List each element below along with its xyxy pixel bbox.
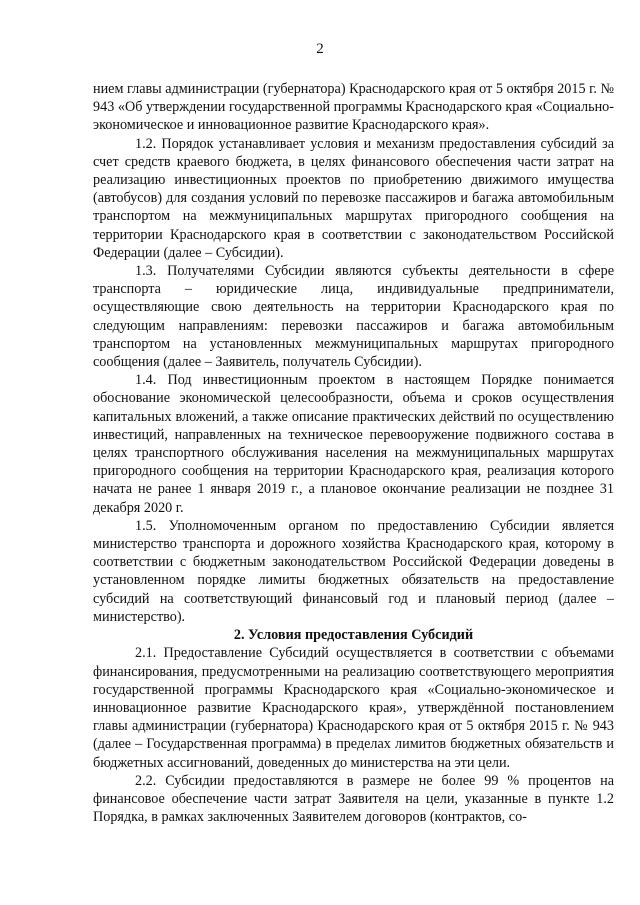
paragraph-continuation: нием главы администрации (губернатора) Краснодарского края от 5 октября 2015 г. № 943 «Об утверждении государственной программы Краснодарского края «Социально-экономическое и инновационное развитие Краснодарского края». bbox=[93, 81, 614, 134]
paragraph-2-2: 2.2. Субсидии предоставляются в размере не более 99 % процентов на финансовое обеспечение части затрат Заявителя на цели, указанные в пункте 1.2 Порядка, в рамках заключенных Заявителем договоров (контрактов, со- bbox=[93, 772, 614, 826]
document-body bbox=[93, 80, 614, 826]
paragraph-1-5: 1.5. Уполномоченным органом по предоставлению Субсидии является министерство транспорта и дорожного хозяйства Краснодарского края, которому в соответствии с бюджетным законодательством Российской Федерации доведены в установленном порядке лимиты бюджетных обязательств на предоставление субсидий на соответствующий финансовый год и плановый период (далее – министерство). bbox=[93, 517, 614, 625]
paragraph-1-2: 1.2. Порядок устанавливает условия и механизм предоставления субсидий за счет средств краевого бюджета, в целях финансового обеспечения части затрат на реализацию инвестиционных проектов по приобретению движимого имущества (автобусов) для создания условий по перевозке пассажиров и багажа автомобильным транспортом на межмуниципальных маршрутах пригородного сообщения на территории Краснодарского края в соответствии с законодательством Российской Федерации (далее – Субсидии). bbox=[93, 135, 614, 261]
paragraph-1-3: 1.3. Получателями Субсидии являются субъекты деятельности в сфере транспорта – юридические лица, индивидуальные предприниматели, осуществляющие свою деятельность на территории Краснодарского края по следующим направлениям: перевозки пассажиров и багажа автомобильным транспортом на установленных межмуниципальных маршрутах пригородного сообщения (далее – Заявитель, получатель Субсидии). bbox=[93, 263, 614, 371]
page-number: 2 bbox=[316, 41, 324, 57]
paragraph-1-4: 1.4. Под инвестиционным проектом в настоящем Порядке понимается обоснование экономической целесообразности, объема и сроков осуществления капитальных вложений, а также описание практических действий по осуществлению инвестиций, направленных на техническое перевооружение подвижного состава в целях транспортного обслуживания населения на межмуниципальных маршрутах пригородного сообщения на территории Краснодарского края, реализация которого начата не ранее 1 января 2019 г., а плановое окончание реализации не позднее 31 декабря 2020 г. bbox=[93, 372, 614, 516]
paragraph-2-1: 2.1. Предоставление Субсидий осуществляется в соответствии с объемами финансирования, предусмотренными на реализацию соответствующего мероприятия государственной программы Краснодарского края «Социально-экономическое и инновационное развитие Краснодарского края», утверждённой постановлением главы администрации (губернатора) Краснодарского края от 5 октября 2015 г. № 943 (далее – Государственная программа) в пределах лимитов бюджетных обязательств и бюджетных ассигнований, доведенных до министерства на эти цели. bbox=[93, 645, 614, 771]
section-heading: 2. Условия предоставления Субсидий bbox=[233, 627, 474, 644]
